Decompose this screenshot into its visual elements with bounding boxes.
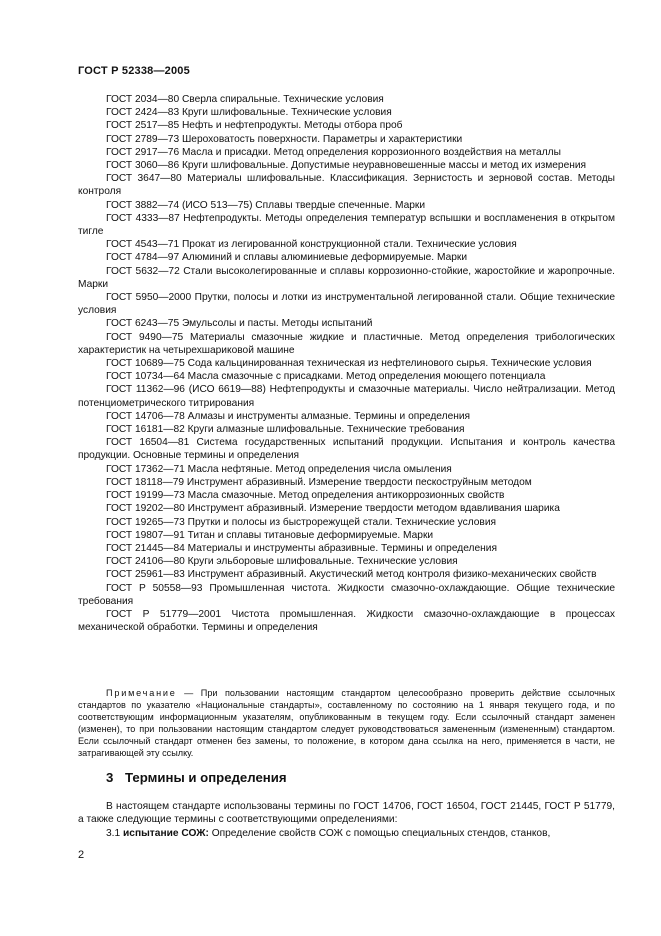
reference-item: ГОСТ 14706—78 Алмазы и инструменты алмазные. Термины и определения — [106, 410, 471, 422]
reference-item: ГОСТ 10689—75 Сода кальцинированная техническая из нефтелинового сырья. Технические условия — [106, 358, 592, 370]
document-header: ГОСТ Р 52338—2005 — [78, 65, 190, 77]
section-title: Термины и определения — [125, 770, 287, 785]
clause-number: 3.1 — [106, 827, 121, 839]
reference-item: ГОСТ 4543—71 Прокат из легированной конструкционной стали. Технические условия — [106, 239, 517, 251]
intro-paragraph: В настоящем стандарте использованы термины по ГОСТ 14706, ГОСТ 16504, ГОСТ 21445, ГОСТ Р 51779, а также следующие термины с соответствующими определениями: — [78, 801, 615, 826]
page-number: 2 — [78, 849, 85, 861]
note-paragraph — [78, 688, 615, 759]
section-body — [78, 800, 615, 840]
reference-item: ГОСТ 4333—87 Нефтепродукты. Методы определения температур вспышки и воспламенения в открытом тигле — [78, 212, 615, 238]
reference-item: ГОСТ 18118—79 Инструмент абразивный. Измерение твердости пескоструйным методом — [106, 476, 532, 488]
reference-item: ГОСТ Р 50558—93 Промышленная чистота. Жидкости смазочно-охлаждающие. Общие технические требования — [78, 582, 615, 607]
note-lead: Примечание — [106, 688, 177, 698]
normative-references-list — [78, 93, 615, 634]
reference-item: ГОСТ 4784—97 Алюминий и сплавы алюминиевые деформируемые. Марки — [106, 252, 468, 264]
section-heading — [106, 770, 287, 785]
reference-item: ГОСТ 9490—75 Материалы смазочные жидкие и пластичные. Метод определения трибологических характеристик на четырехшариковой машине — [78, 331, 615, 356]
note-text: — При пользовании настоящим стандартом целесообразно проверить действие ссылочных стандартов по указателю «Национальные стандарты», составленному по состоянию на 1 января текущего года, и по соответствующим информационным указателям, опубликованным в текущем году. Если ссылочный стандарт заменен (изменен), то при пользовании настоящим стандартом следует руководствоваться замененным (измененным) стандартом. Если ссылочный стандарт отменен без замены, то положение, в котором дана ссылка на него, применяется в части, не затрагивающей эту ссылку. — [78, 688, 615, 758]
reference-item: ГОСТ 2789—73 Шероховатость поверхности. Параметры и характеристики — [106, 133, 463, 145]
reference-item: ГОСТ 6243—75 Эмульсолы и пасты. Методы испытаний — [106, 318, 373, 330]
section-number: 3 — [106, 770, 114, 785]
clause-3-1 — [78, 827, 615, 840]
reference-item: ГОСТ 25961—83 Инструмент абразивный. Акустический метод контроля физико-механических свойств — [106, 569, 597, 581]
reference-item: ГОСТ 3060—86 Круги шлифовальные. Допустимые неуравновешенные массы и метод их измерения — [106, 160, 587, 172]
reference-item: ГОСТ 2424—83 Круги шлифовальные. Технические условия — [106, 107, 392, 119]
reference-item: ГОСТ 24106—80 Круги эльборовые шлифовальные. Технические условия — [106, 556, 458, 568]
reference-item: ГОСТ 5950—2000 Прутки, полосы и лотки из инструментальной легированной стали. Общие технические условия — [78, 292, 615, 317]
reference-item: ГОСТ 21445—84 Материалы и инструменты абразивные. Термины и определения — [106, 542, 497, 554]
clause-definition: Определение свойств СОЖ с помощью специальных стендов, станков, — [211, 827, 551, 839]
reference-item: ГОСТ 11362—96 (ИСО 6619—88) Нефтепродукты и смазочные материалы. Число нейтрализации. Метод потенциометрического титрирования — [78, 384, 615, 409]
reference-item: ГОСТ 2917—76 Масла и присадки. Метод определения коррозионного воздействия на металлы — [106, 146, 561, 158]
reference-item: ГОСТ 3882—74 (ИСО 513—75) Сплавы твердые спеченные. Марки — [106, 199, 426, 211]
reference-item: ГОСТ 19807—91 Титан и сплавы титановые деформируемые. Марки — [106, 529, 434, 541]
reference-item: ГОСТ 19199—73 Масла смазочные. Метод определения антикоррозионных свойств — [106, 490, 505, 502]
reference-item: ГОСТ 2517—85 Нефть и нефтепродукты. Методы отбора проб — [106, 120, 403, 132]
reference-item: ГОСТ 10734—64 Масла смазочные с присадками. Метод определения моющего потенциала — [106, 371, 546, 383]
reference-item: ГОСТ 16181—82 Круги алмазные шлифовальные. Технические требования — [106, 424, 465, 436]
reference-item: ГОСТ 17362—71 Масла нефтяные. Метод определения числа омыления — [106, 463, 452, 475]
reference-item: ГОСТ 5632—72 Стали высоколегированные и сплавы коррозионно-стойкие, жаростойкие и жаропрочные. Марки — [78, 265, 615, 290]
clause-term: испытание СОЖ: — [123, 827, 209, 839]
reference-item: ГОСТ 3647—80 Материалы шлифовальные. Классификация. Зернистость и зерновой состав. Методы контроля — [78, 173, 615, 198]
reference-item: ГОСТ 2034—80 Сверла спиральные. Технические условия — [106, 94, 384, 105]
reference-item: ГОСТ Р 51779—2001 Чистота промышленная. Жидкости смазочно-охлаждающие в процессах механической обработки. Термины и определения — [78, 608, 615, 634]
reference-item: ГОСТ 19202—80 Инструмент абразивный. Измерение твердости методом вдавливания шарика — [106, 503, 560, 515]
reference-item: ГОСТ 19265—73 Прутки и полосы из быстрорежущей стали. Технические условия — [106, 516, 497, 528]
reference-item: ГОСТ 16504—81 Система государственных испытаний продукции. Испытания и контроль качества продукции. Основные термины и определения — [78, 437, 615, 462]
